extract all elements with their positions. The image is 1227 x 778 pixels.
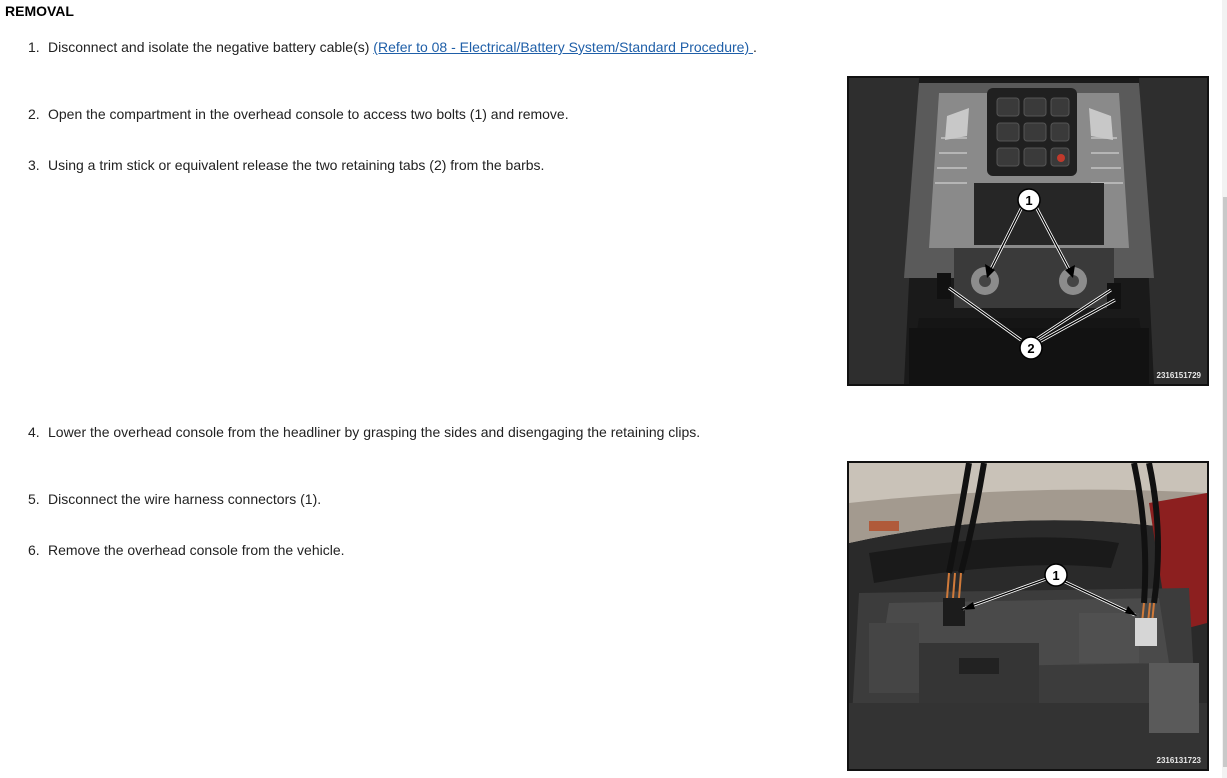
- step-1: [28, 39, 757, 55]
- step-text: Open the compartment in the overhead console to access two bolts (1) and remove.: [48, 106, 569, 122]
- step-3: [28, 157, 544, 173]
- step-number: 4.: [28, 424, 40, 440]
- scrollbar-thumb[interactable]: [1223, 197, 1227, 767]
- figure-wire-harness-connectors: [847, 461, 1209, 771]
- step-number: 6.: [28, 542, 40, 558]
- step-number: 3.: [28, 157, 40, 173]
- step-6: [28, 542, 345, 558]
- procedure-link[interactable]: (Refer to 08 - Electrical/Battery System/Standard Procedure): [373, 39, 754, 55]
- step-text: Lower the overhead console from the headliner by grasping the sides and disengaging the retaining clips.: [48, 424, 701, 440]
- step-text: Disconnect and isolate the negative battery cable(s): [48, 39, 374, 55]
- step-number: 5.: [28, 491, 40, 507]
- step-2: [28, 106, 569, 122]
- step-5: [28, 491, 321, 507]
- callout-1-label: 1: [1052, 568, 1060, 583]
- section-heading: REMOVAL: [5, 3, 74, 19]
- figure-overhead-console-bolts: [847, 76, 1209, 386]
- step-number: 2.: [28, 106, 40, 122]
- figure-id: 2316131723: [1156, 756, 1201, 765]
- console-bolts-illustration: [849, 78, 1207, 384]
- step-text: Remove the overhead console from the vehicle.: [48, 542, 345, 558]
- step-number: 1.: [28, 39, 40, 55]
- step-4: [28, 424, 700, 440]
- callout-2-label: 2: [1027, 341, 1035, 356]
- harness-connectors-illustration: [849, 463, 1207, 769]
- vertical-scrollbar[interactable]: [1222, 0, 1227, 778]
- step-suffix: .: [753, 39, 757, 55]
- callout-1-label: 1: [1025, 193, 1033, 208]
- step-text: Disconnect the wire harness connectors (1).: [48, 491, 322, 507]
- step-text: Using a trim stick or equivalent release the two retaining tabs (2) from the barbs.: [48, 157, 545, 173]
- figure-id: 2316151729: [1156, 371, 1201, 380]
